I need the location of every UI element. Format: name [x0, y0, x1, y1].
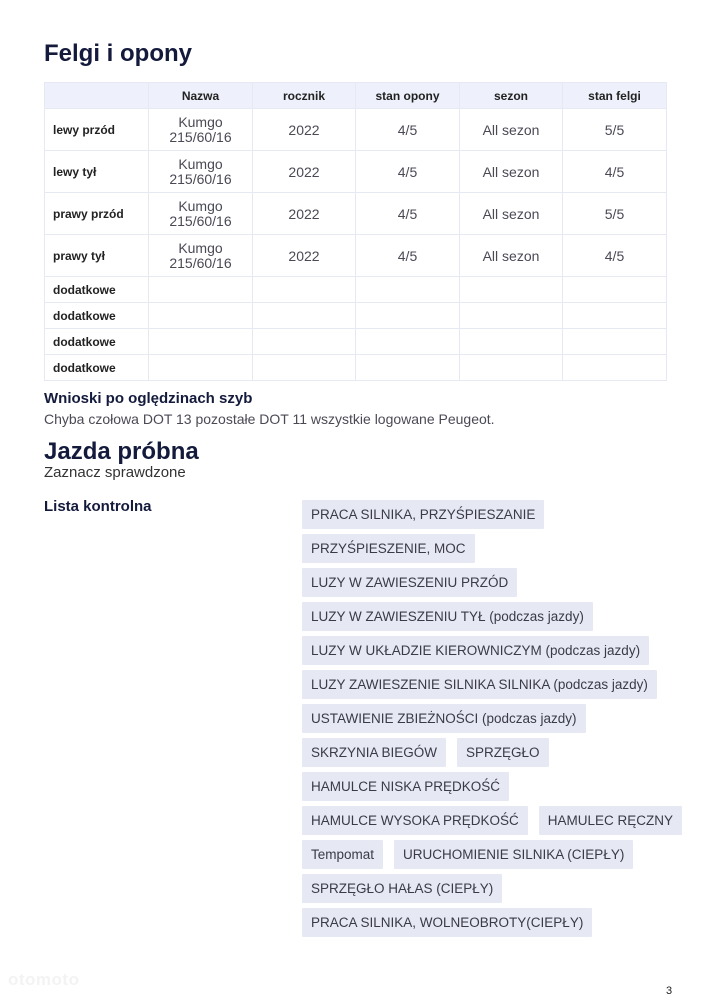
empty-cell: [253, 277, 356, 303]
table-row-extra: [45, 277, 667, 303]
tire-size: 215/60/16: [169, 212, 232, 229]
table-row-extra: [45, 303, 667, 329]
tire-name-cell: [149, 151, 253, 193]
rim-condition-cell: 4/5: [563, 151, 667, 193]
empty-cell: [149, 303, 253, 329]
tag-row: [302, 738, 672, 767]
header-cell: sezon: [460, 83, 563, 109]
checklist-tag[interactable]: Tempomat: [302, 840, 383, 869]
empty-cell: [356, 277, 460, 303]
tag-row: [302, 568, 672, 597]
season-cell: All sezon: [460, 151, 563, 193]
checklist-tag[interactable]: HAMULCE NISKA PRĘDKOŚĆ: [302, 772, 509, 801]
empty-cell: [460, 355, 563, 381]
header-cell: Nazwa: [149, 83, 253, 109]
tire-size: 215/60/16: [169, 254, 232, 271]
season-cell: All sezon: [460, 235, 563, 277]
year-cell: 2022: [253, 109, 356, 151]
page-number: 3: [666, 985, 673, 997]
empty-cell: [253, 303, 356, 329]
checklist-tag[interactable]: SKRZYNIA BIEGÓW: [302, 738, 446, 767]
tire-size: 215/60/16: [169, 170, 232, 187]
tag-row: [302, 806, 672, 835]
row-label: lewy przód: [45, 109, 149, 151]
tag-row: [302, 908, 672, 937]
empty-cell: [563, 303, 667, 329]
tire-condition-cell: 4/5: [356, 109, 460, 151]
tag-row: [302, 874, 672, 903]
empty-cell: [563, 277, 667, 303]
tag-row: [302, 704, 672, 733]
tire-condition-cell: 4/5: [356, 235, 460, 277]
tag-row: [302, 772, 672, 801]
rim-condition-cell: 5/5: [563, 193, 667, 235]
test-drive-title: Jazda próbna: [44, 438, 199, 465]
row-label: prawy przód: [45, 193, 149, 235]
empty-cell: [356, 329, 460, 355]
row-label: dodatkowe: [45, 277, 149, 303]
header-cell: rocznik: [253, 83, 356, 109]
season-cell: All sezon: [460, 109, 563, 151]
header-cell: stan felgi: [563, 83, 667, 109]
row-label: dodatkowe: [45, 329, 149, 355]
table-row-extra: [45, 329, 667, 355]
row-label: prawy tył: [45, 235, 149, 277]
rim-condition-cell: 4/5: [563, 235, 667, 277]
empty-cell: [460, 329, 563, 355]
section-title: Felgi i opony: [44, 40, 192, 67]
empty-cell: [253, 329, 356, 355]
tire-brand: Kumgo: [178, 155, 223, 172]
tires-table: [44, 82, 667, 381]
checklist-tag[interactable]: URUCHOMIENIE SILNIKA (CIEPŁY): [394, 840, 633, 869]
checklist-tag[interactable]: SPRZĘGŁO HAŁAS (CIEPŁY): [302, 874, 502, 903]
checklist-tag[interactable]: SPRZĘGŁO: [457, 738, 549, 767]
tag-row: [302, 840, 672, 869]
table-row: [45, 193, 667, 235]
row-label: dodatkowe: [45, 355, 149, 381]
tire-size: 215/60/16: [169, 128, 232, 145]
checklist-tag[interactable]: USTAWIENIE ZBIEŻNOŚCI (podczas jazdy): [302, 704, 586, 733]
checklist-tag[interactable]: HAMULCE WYSOKA PRĘDKOŚĆ: [302, 806, 528, 835]
tire-name-cell: [149, 109, 253, 151]
empty-cell: [563, 355, 667, 381]
checklist-tag[interactable]: HAMULEC RĘCZNY: [539, 806, 682, 835]
empty-cell: [149, 277, 253, 303]
row-label: lewy tył: [45, 151, 149, 193]
checklist-tag[interactable]: PRZYŚPIESZENIE, MOC: [302, 534, 475, 563]
empty-cell: [460, 303, 563, 329]
tire-condition-cell: 4/5: [356, 193, 460, 235]
year-cell: 2022: [253, 235, 356, 277]
table-row-extra: [45, 355, 667, 381]
tire-condition-cell: 4/5: [356, 151, 460, 193]
glass-inspection-note: Chyba czołowa DOT 13 pozostałe DOT 11 wszystkie logowane Peugeot.: [44, 411, 495, 427]
checklist-tag[interactable]: PRACA SILNIKA, WOLNEOBROTY(CIEPŁY): [302, 908, 592, 937]
year-cell: 2022: [253, 151, 356, 193]
checklist-tag[interactable]: LUZY W ZAWIESZENIU TYŁ (podczas jazdy): [302, 602, 593, 631]
empty-cell: [149, 355, 253, 381]
season-cell: All sezon: [460, 193, 563, 235]
tag-row: [302, 602, 672, 631]
empty-cell: [253, 355, 356, 381]
table-row: [45, 109, 667, 151]
empty-cell: [460, 277, 563, 303]
table-row: [45, 235, 667, 277]
tag-row: [302, 534, 672, 563]
header-cell: stan opony: [356, 83, 460, 109]
empty-cell: [356, 303, 460, 329]
checklist-tag[interactable]: LUZY ZAWIESZENIE SILNIKA SILNIKA (podczas jazdy): [302, 670, 657, 699]
table-header-row: [45, 83, 667, 109]
glass-inspection-title: Wnioski po oględzinach szyb: [44, 390, 253, 407]
table-row: [45, 151, 667, 193]
checklist-tag[interactable]: LUZY W ZAWIESZENIU PRZÓD: [302, 568, 517, 597]
tire-name-cell: [149, 193, 253, 235]
checklist-label: Lista kontrolna: [44, 498, 152, 515]
empty-cell: [149, 329, 253, 355]
tire-brand: Kumgo: [178, 197, 223, 214]
year-cell: 2022: [253, 193, 356, 235]
tag-row: [302, 500, 672, 529]
tag-row: [302, 636, 672, 665]
checklist-tag[interactable]: PRACA SILNIKA, PRZYŚPIESZANIE: [302, 500, 544, 529]
tire-name-cell: [149, 235, 253, 277]
checklist-tag[interactable]: LUZY W UKŁADZIE KIEROWNICZYM (podczas jazdy): [302, 636, 649, 665]
empty-cell: [356, 355, 460, 381]
tire-brand: Kumgo: [178, 113, 223, 130]
watermark-logo: otomoto: [8, 970, 80, 989]
tag-row: [302, 670, 672, 699]
rim-condition-cell: 5/5: [563, 109, 667, 151]
checklist-tags: [302, 500, 672, 942]
header-cell: [45, 83, 149, 109]
empty-cell: [563, 329, 667, 355]
tire-brand: Kumgo: [178, 239, 223, 256]
test-drive-subtitle: Zaznacz sprawdzone: [44, 464, 186, 481]
row-label: dodatkowe: [45, 303, 149, 329]
